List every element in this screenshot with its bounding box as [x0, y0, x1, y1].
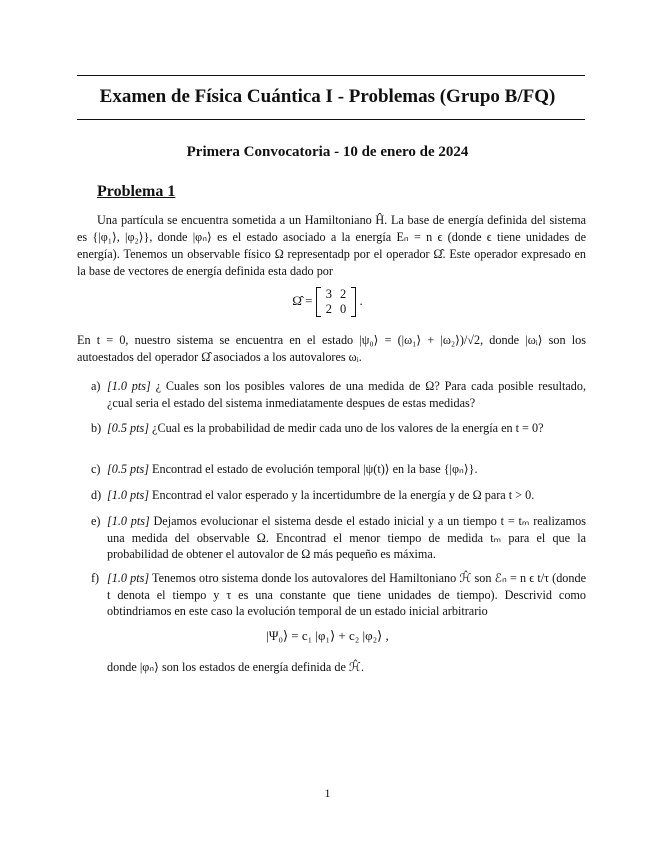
- question-label: e): [91, 514, 101, 528]
- question-c: [91, 461, 586, 478]
- initial-state-equation: |Ψ₀⟩ = c₁ |φ₁⟩ + c₂ |φ₂⟩ ,: [266, 628, 389, 643]
- question-points: [0.5 pts]: [107, 421, 149, 435]
- question-points: [1.0 pts]: [107, 488, 149, 502]
- operator-matrix-equation: [0, 287, 655, 317]
- question-label: d): [91, 488, 102, 502]
- question-points: [1.0 pts]: [107, 571, 150, 585]
- problem-intro: Una partícula se encuentra sometida a un Hamiltoniano Ĥ. La base de energía definida del sistema es {|φ₁⟩, |φ₂⟩}, donde |φₙ⟩ es el estado asociado a la energía Eₙ = n ϵ (donde ϵ tiene unidades de energía). Tenemos un observable físico Ω representadp por el operador Ω̂. Este operador expresado en la base de vectores de energía definida esta dado por: [77, 213, 586, 278]
- question-a: [91, 378, 586, 411]
- exam-subtitle: Primera Convocatoria - 10 de enero de 2024: [186, 144, 469, 160]
- closing-sentence: donde |φₙ⟩ son los estados de energía definida de ℋ̂.: [107, 660, 364, 674]
- question-points: [1.0 pts]: [107, 514, 150, 528]
- operator-matrix: [316, 287, 357, 317]
- question-text: Encontrad el estado de evolución temporal |ψ(t)⟩ en la base {|φₙ⟩}.: [152, 462, 478, 476]
- top-rule: [77, 75, 585, 76]
- closing-text: [91, 659, 586, 676]
- question-label: c): [91, 462, 101, 476]
- matrix-cell: 2: [340, 287, 347, 301]
- matrix-lhs: Ω̂ =: [292, 292, 313, 308]
- question-points: [0.5 pts]: [107, 462, 149, 476]
- question-label: b): [91, 421, 102, 435]
- problem-heading: Problema 1: [97, 183, 176, 200]
- question-text: Tenemos otro sistema donde los autovalores del Hamiltoniano ℋ̂ son ℰₙ = n ϵ t/τ (donde t denota el tiempo y τ es una constante que tiene unidades de tiempo). Descrivid como obtindriamos en este caso la evolución temporal de un estado inicial arbitrario: [107, 571, 586, 618]
- matrix-cell: 0: [340, 302, 347, 316]
- question-e: [91, 513, 586, 563]
- initial-state-text: En t = 0, nuestro sistema se encuentra en el estado |ψ₀⟩ = (|ω₁⟩ + |ω₂⟩)/√2, donde |ωᵢ⟩ son los autoestados del operador Ω̂ asociados a los autovalores ωᵢ.: [77, 333, 586, 364]
- question-label: a): [91, 379, 101, 393]
- page-number: 1: [324, 786, 331, 800]
- question-text: ¿ Cuales son los posibles valores de una medida de Ω? Para cada posible resultado, ¿cual seria el estado del sistema inmediatamente despues de estas medidas?: [107, 379, 586, 410]
- matrix-end: .: [359, 292, 363, 308]
- question-d: [91, 487, 586, 504]
- title-rule: [77, 119, 585, 120]
- question-text: Dejamos evolucionar el sistema desde el estado inicial y a un tiempo t = tₘ realizamos una medida del observable Ω. Encontrad el menor tiempo de medida tₘ para el que la probabilidad de obtener el autovalor de Ω más pequeño es máxima.: [107, 514, 586, 561]
- matrix-cell: 3: [325, 287, 332, 301]
- question-text: ¿Cual es la probabilidad de medir cada uno de los valores de la energía en t = 0?: [152, 421, 544, 435]
- question-b: [91, 420, 586, 437]
- question-text: Encontrad el valor esperado y la incertidumbre de la energía y de Ω para t > 0.: [152, 488, 535, 502]
- question-label: f): [91, 571, 100, 585]
- question-points: [1.0 pts]: [107, 379, 151, 393]
- matrix-cell: 2: [325, 302, 332, 316]
- exam-title: Examen de Física Cuántica I - Problemas (Grupo B/FQ): [99, 86, 556, 107]
- question-f: [91, 570, 586, 620]
